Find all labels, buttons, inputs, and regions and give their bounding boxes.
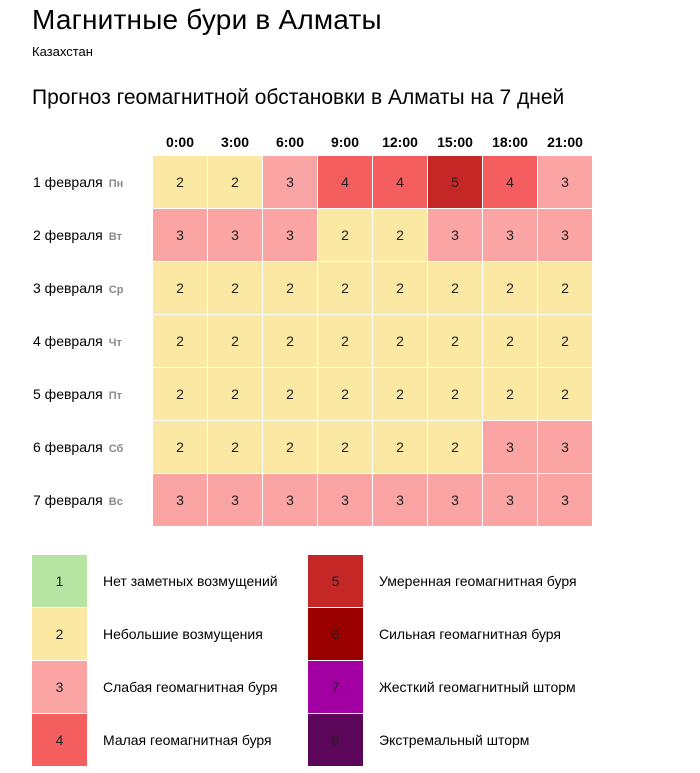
kp-index-cell: 3: [428, 209, 482, 261]
legend-swatch: 4: [32, 714, 87, 766]
day-row: [29, 156, 592, 208]
forecast-table: [28, 128, 593, 527]
kp-index-cell: 3: [208, 474, 262, 526]
kp-index-cell: 3: [373, 474, 427, 526]
kp-index-cell: 2: [373, 209, 427, 261]
time-header: 21:00: [547, 134, 583, 150]
corner-cell: [29, 129, 152, 155]
legend-item: [32, 714, 332, 766]
kp-index-cell: 2: [483, 262, 537, 314]
legend-item: [308, 714, 608, 766]
day-label: [29, 209, 152, 261]
kp-index-cell: 2: [373, 315, 427, 367]
kp-index-cell: 4: [373, 156, 427, 208]
kp-index-cell: 3: [263, 209, 317, 261]
kp-index-cell: 2: [208, 368, 262, 420]
legend-swatch: 6: [308, 608, 363, 660]
legend-label: Малая геомагнитная буря: [103, 732, 272, 748]
kp-index-cell: 2: [153, 156, 207, 208]
day-label: [29, 315, 152, 367]
day-label: [29, 262, 152, 314]
kp-index-cell: 2: [428, 421, 482, 473]
kp-index-cell: 3: [483, 474, 537, 526]
day-weekday: Ср: [108, 284, 124, 296]
kp-index-cell: 2: [208, 262, 262, 314]
kp-index-cell: 2: [428, 368, 482, 420]
legend-label: Умеренная геомагнитная буря: [379, 573, 577, 589]
legend: [32, 555, 672, 767]
kp-index-cell: 2: [538, 368, 592, 420]
day-label: [29, 156, 152, 208]
legend-swatch: 7: [308, 661, 363, 713]
legend-item: [32, 608, 332, 660]
legend-label: Нет заметных возмущений: [103, 573, 278, 589]
legend-label: Сильная геомагнитная буря: [379, 626, 561, 642]
kp-index-cell: 2: [373, 421, 427, 473]
kp-index-cell: 4: [318, 156, 372, 208]
day-label: [29, 421, 152, 473]
time-header: 15:00: [437, 134, 473, 150]
kp-index-cell: 2: [428, 262, 482, 314]
kp-index-cell: 2: [318, 209, 372, 261]
legend-label: Экстремальный шторм: [379, 732, 530, 748]
kp-index-cell: 2: [318, 315, 372, 367]
legend-label: Небольшие возмущения: [103, 626, 263, 642]
legend-item: [308, 555, 608, 607]
day-weekday: Пн: [108, 178, 124, 190]
kp-index-cell: 2: [153, 421, 207, 473]
kp-index-cell: 5: [428, 156, 482, 208]
legend-item: [308, 661, 608, 713]
kp-index-cell: 3: [208, 209, 262, 261]
kp-index-cell: 3: [538, 421, 592, 473]
legend-swatch: 1: [32, 555, 87, 607]
day-date: 3 февраля: [33, 280, 103, 296]
day-weekday: Пт: [108, 390, 123, 402]
kp-index-cell: 3: [263, 156, 317, 208]
time-header: 12:00: [382, 134, 418, 150]
legend-swatch: 8: [308, 714, 363, 766]
kp-index-cell: 2: [208, 156, 262, 208]
kp-index-cell: 2: [428, 315, 482, 367]
day-weekday: Чт: [108, 337, 122, 349]
time-header-row: [29, 129, 592, 155]
kp-index-cell: 2: [153, 368, 207, 420]
day-label: [29, 368, 152, 420]
day-date: 1 февраля: [33, 174, 103, 190]
day-date: 2 февраля: [33, 227, 103, 243]
page-title: Магнитные бури в Алматы: [32, 4, 382, 35]
legend-item: [32, 661, 332, 713]
legend-swatch: 3: [32, 661, 87, 713]
kp-index-cell: 3: [538, 474, 592, 526]
kp-index-cell: 2: [538, 262, 592, 314]
legend-swatch: 5: [308, 555, 363, 607]
kp-index-cell: 2: [483, 368, 537, 420]
day-date: 7 февраля: [33, 492, 103, 508]
kp-index-cell: 2: [153, 315, 207, 367]
kp-index-cell: 3: [153, 209, 207, 261]
day-weekday: Вт: [108, 231, 122, 243]
kp-index-cell: 3: [538, 209, 592, 261]
legend-item: [308, 608, 608, 660]
country-subtitle: Казахстан: [32, 44, 93, 59]
day-row: [29, 368, 592, 420]
kp-index-cell: 2: [373, 368, 427, 420]
kp-index-cell: 3: [428, 474, 482, 526]
day-weekday: Вс: [108, 496, 123, 508]
kp-index-cell: 2: [318, 368, 372, 420]
kp-index-cell: 2: [263, 315, 317, 367]
kp-index-cell: 2: [208, 315, 262, 367]
day-row: [29, 474, 592, 526]
day-weekday: Сб: [108, 443, 124, 455]
time-header: 0:00: [165, 134, 195, 150]
kp-index-cell: 2: [318, 421, 372, 473]
kp-index-cell: 2: [263, 421, 317, 473]
kp-index-cell: 2: [538, 315, 592, 367]
kp-index-cell: 2: [263, 262, 317, 314]
day-date: 6 февраля: [33, 439, 103, 455]
legend-swatch: 2: [32, 608, 87, 660]
kp-index-cell: 2: [318, 262, 372, 314]
kp-index-cell: 3: [263, 474, 317, 526]
kp-index-cell: 2: [153, 262, 207, 314]
time-header: 18:00: [492, 134, 528, 150]
day-row: [29, 209, 592, 261]
forecast-body: [29, 156, 592, 526]
kp-index-cell: 3: [318, 474, 372, 526]
forecast-title: Прогноз геомагнитной обстановки в Алматы на 7 дней: [32, 86, 565, 109]
kp-index-cell: 3: [483, 209, 537, 261]
time-header: 3:00: [220, 134, 250, 150]
legend-label: Жесткий геомагнитный шторм: [379, 679, 576, 695]
day-row: [29, 421, 592, 473]
time-header: 6:00: [275, 134, 305, 150]
kp-index-cell: 2: [373, 262, 427, 314]
kp-index-cell: 3: [483, 421, 537, 473]
kp-index-cell: 2: [483, 315, 537, 367]
day-label: [29, 474, 152, 526]
time-header: 9:00: [330, 134, 360, 150]
legend-item: [32, 555, 332, 607]
day-row: [29, 262, 592, 314]
kp-index-cell: 2: [208, 421, 262, 473]
day-date: 4 февраля: [33, 333, 103, 349]
kp-index-cell: 2: [263, 368, 317, 420]
kp-index-cell: 3: [153, 474, 207, 526]
day-date: 5 февраля: [33, 386, 103, 402]
day-row: [29, 315, 592, 367]
kp-index-cell: 4: [483, 156, 537, 208]
legend-label: Слабая геомагнитная буря: [103, 679, 278, 695]
kp-index-cell: 3: [538, 156, 592, 208]
